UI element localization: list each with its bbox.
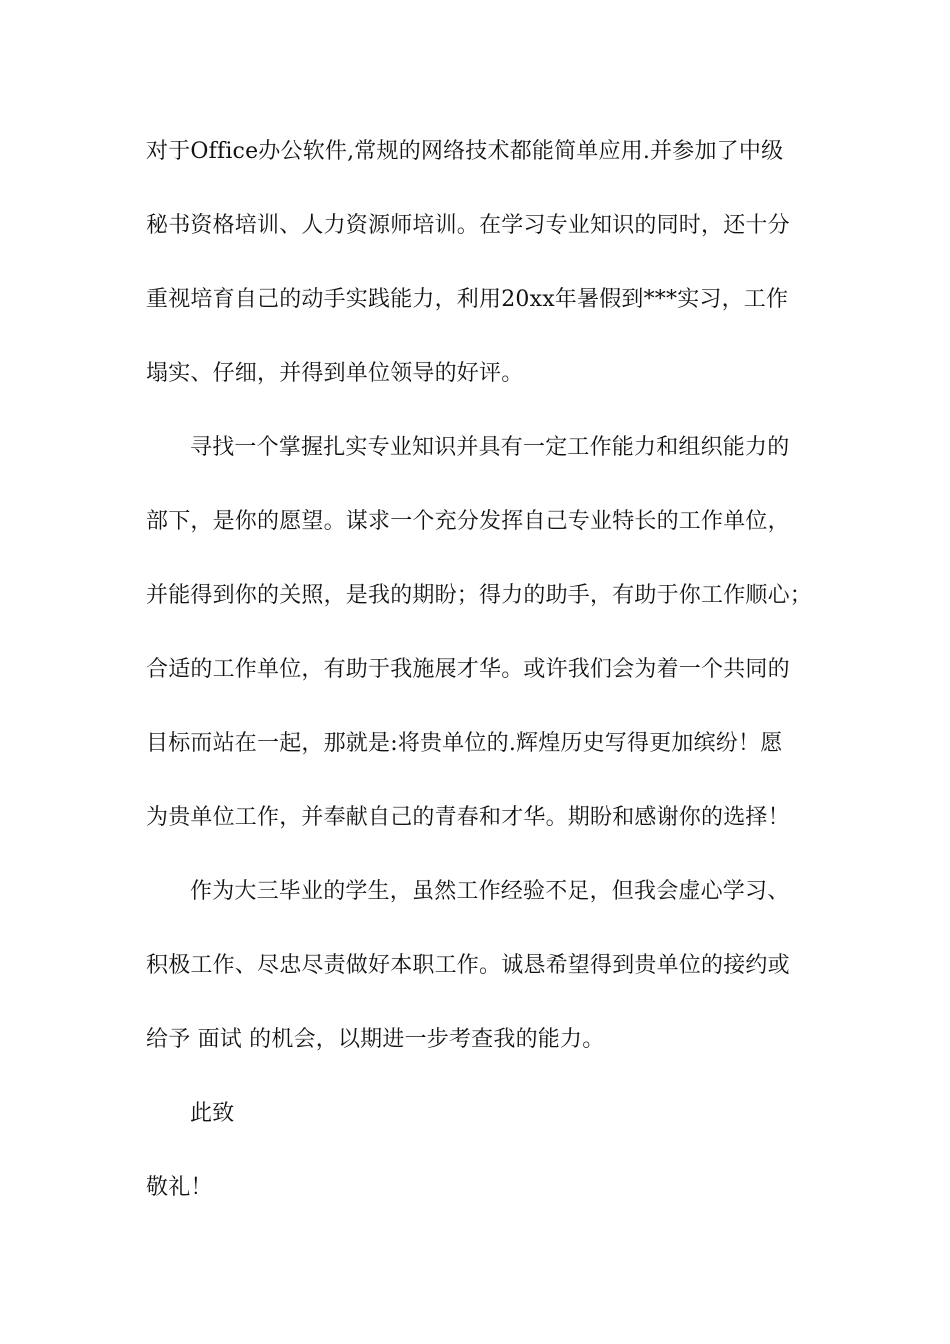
paragraph-line: 秘书资格培训、人力资源师培训。在学习专业知识的同时，还十分: [146, 213, 790, 238]
paragraph-line: 部下，是你的愿望。谋求一个充分发挥自己专业特长的工作单位，: [146, 509, 790, 534]
paragraph-line: 给予 面试 的机会，以期进一步考查我的能力。: [146, 1027, 605, 1052]
paragraph-line: 作为大三毕业的学生，虽然工作经验不足，但我会虚心学习、: [190, 879, 790, 904]
paragraph-line: 合适的工作单位，有助于我施展才华。或许我们会为着一个共同的: [146, 657, 790, 682]
paragraph-line: 寻找一个掌握扎实专业知识并具有一定工作能力和组织能力的: [190, 435, 790, 460]
paragraph-line: 积极工作、尽忠尽责做好本职工作。诚恳希望得到贵单位的接约或: [146, 953, 790, 978]
paragraph-line: 塌实、仔细，并得到单位领导的好评。: [146, 361, 524, 386]
salutation-line: 敬礼！: [146, 1175, 213, 1200]
closing-line: 此致: [190, 1101, 235, 1126]
paragraph-line: 目标而站在一起，那就是:将贵单位的.辉煌历史写得更加缤纷！愿: [146, 731, 783, 756]
paragraph-line: 重视培育自己的动手实践能力，利用20xx年暑假到***实习，工作: [146, 287, 789, 312]
paragraph-line: 对于Office办公软件,常规的网络技术都能简单应用.并参加了中级: [146, 139, 784, 164]
paragraph-line: 为贵单位工作，并奉献自己的青春和才华。期盼和感谢你的选择！: [146, 805, 790, 830]
paragraph-line: 并能得到你的关照，是我的期盼；得力的助手，有助于你工作顺心；: [146, 583, 813, 608]
